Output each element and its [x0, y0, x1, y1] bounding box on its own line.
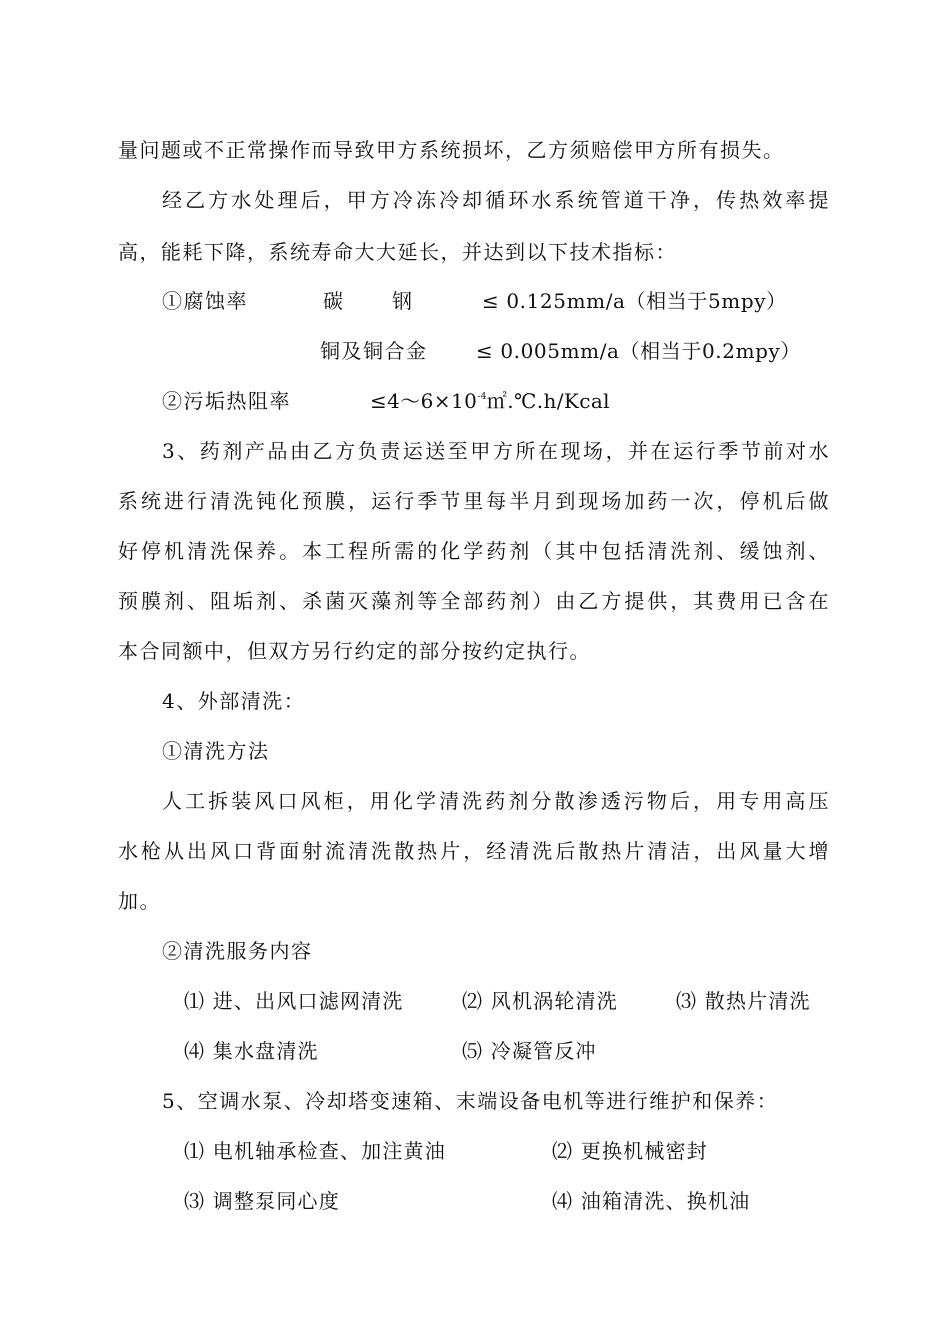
fouling-resistance-value — [370, 387, 610, 415]
cleaning-method-heading: ①清洗方法 — [162, 739, 270, 763]
paragraph-3-line1: 3、药剂产品由乙方负责运送至甲方所在现场，并在运行季节前对水 — [162, 439, 830, 463]
corrosion-rate-label: ①腐蚀率 — [162, 289, 248, 313]
paragraph-continuation: 量问题或不正常操作而导致甲方系统损坏，乙方须赔偿甲方所有损失。 — [118, 138, 785, 162]
paragraph-3-line4: 预膜剂、阻垢剂、杀菌灭藻剂等全部药剂）由乙方提供，其费用已含在 — [118, 589, 830, 613]
maintenance-item: ⑷ 油箱清洗、换机油 — [552, 1189, 751, 1213]
cleaning-service-item: ⑶ 散热片清洗 — [676, 989, 811, 1013]
fouling-value-exponent: -4 — [477, 392, 487, 402]
section-4-heading: 4、外部清洗： — [162, 689, 306, 713]
carbon-steel-value: ≤ 0.125mm/a（相当于5mpy） — [482, 289, 787, 313]
paragraph-3-line5: 本合同额中，但双方另行约定的部分按约定执行。 — [118, 639, 591, 663]
fouling-value-unit: ㎡.℃.h/Kcal — [486, 389, 610, 413]
cleaning-method-line3: 加。 — [118, 889, 161, 913]
paragraph-water-treatment-line2: 高，能耗下降，系统寿命大大延长，并达到以下技术指标： — [118, 240, 677, 264]
fouling-resistance-label: ②污垢热阻率 — [162, 389, 291, 413]
section-5-heading: 5、空调水泵、冷却塔变速箱、末端设备电机等进行维护和保养： — [162, 1089, 779, 1113]
copper-alloy-value: ≤ 0.005mm/a（相当于0.2mpy） — [476, 339, 802, 363]
maintenance-item: ⑵ 更换机械密封 — [552, 1139, 708, 1163]
cleaning-service-item: ⑴ 进、出风口滤网清洗 — [184, 989, 404, 1013]
cleaning-service-item: ⑸ 冷凝管反冲 — [462, 1039, 597, 1063]
cleaning-service-item: ⑷ 集水盘清洗 — [184, 1039, 319, 1063]
cleaning-method-line2: 水枪从出风口背面射流清洗散热片，经清洗后散热片清洁，出风量大增 — [118, 839, 830, 863]
maintenance-item: ⑴ 电机轴承检查、加注黄油 — [184, 1139, 446, 1163]
maintenance-item: ⑶ 调整泵同心度 — [184, 1189, 340, 1213]
paragraph-3-line3: 好停机清洗保养。本工程所需的化学药剂（其中包括清洗剂、缓蚀剂、 — [118, 539, 830, 563]
fouling-value-base: ≤4～6×10 — [370, 389, 478, 413]
cleaning-method-line1: 人工拆装风口风柜，用化学清洗药剂分散渗透污物后，用专用高压 — [162, 789, 830, 813]
copper-alloy-label: 铜及铜合金 — [320, 339, 428, 363]
cleaning-service-heading: ②清洗服务内容 — [162, 939, 313, 963]
paragraph-3-line2: 系统进行清洗钝化预膜，运行季节里每半月到现场加药一次，停机后做 — [118, 489, 830, 513]
cleaning-service-item: ⑵ 风机涡轮清洗 — [462, 989, 618, 1013]
carbon-steel-label-b: 钢 — [392, 289, 414, 313]
carbon-steel-label-a: 碳 — [323, 289, 345, 313]
paragraph-water-treatment-line1: 经乙方水处理后，甲方冷冻冷却循环水系统管道干净，传热效率提 — [162, 188, 830, 212]
